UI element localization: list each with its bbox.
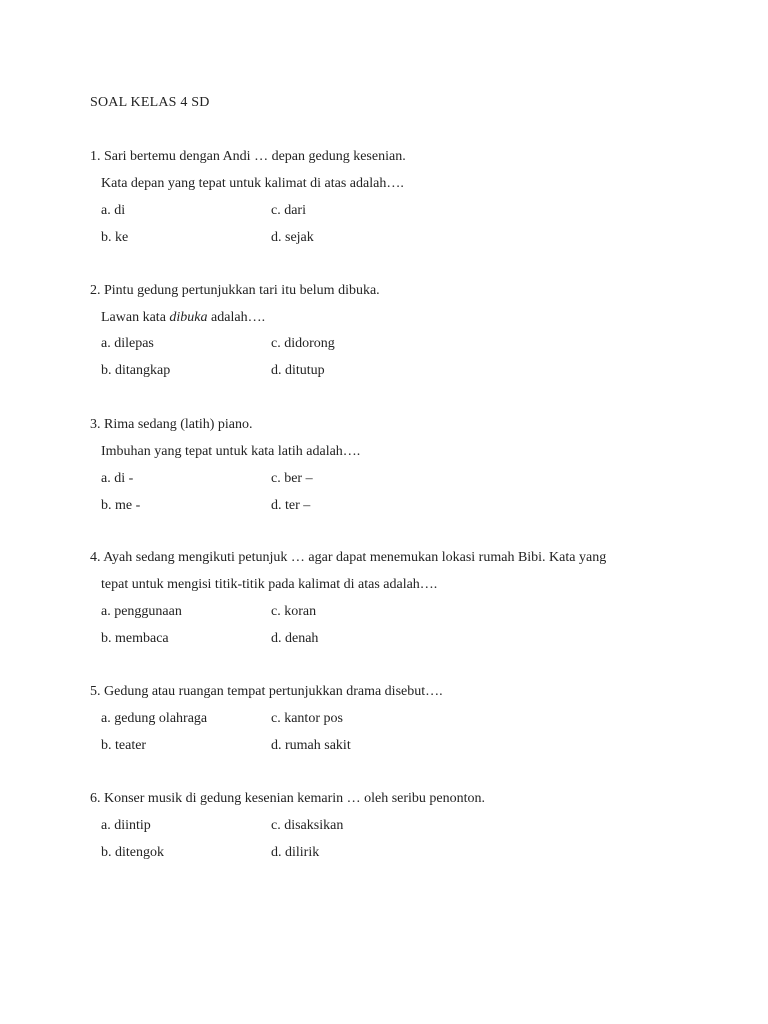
question-1-stem: 1. Sari bertemu dengan Andi … depan gedung kesenian. bbox=[90, 149, 406, 164]
question-4-option-a: a. penggunaan bbox=[101, 604, 182, 619]
question-4-option-c: c. koran bbox=[271, 604, 317, 619]
question-5-stem: 5. Gedung atau ruangan tempat pertunjukkan drama disebut…. bbox=[90, 684, 443, 699]
question-2-prompt-italic-word: dibuka bbox=[169, 310, 208, 325]
question-3-stem: 3. Rima sedang (latih) piano. bbox=[90, 417, 253, 432]
page-title: SOAL KELAS 4 SD bbox=[90, 95, 210, 110]
question-1-prompt: Kata depan yang tepat untuk kalimat di atas adalah…. bbox=[101, 176, 404, 191]
question-1-option-b: b. ke bbox=[101, 230, 129, 245]
question-2-option-d: d. ditutup bbox=[271, 363, 325, 378]
question-6-option-d: d. dilirik bbox=[271, 845, 320, 860]
question-4-stem: 4. Ayah sedang mengikuti petunjuk … agar dapat menemukan lokasi rumah Bibi. Kata yang bbox=[90, 550, 607, 565]
question-4-option-b: b. membaca bbox=[101, 631, 169, 646]
question-3-option-c: c. ber – bbox=[271, 471, 313, 486]
question-3-option-a: a. di - bbox=[101, 471, 134, 486]
question-5-option-d: d. rumah sakit bbox=[271, 738, 351, 753]
question-6-option-b: b. ditengok bbox=[101, 845, 164, 860]
question-5-option-b: b. teater bbox=[101, 738, 147, 753]
question-1-option-c: c. dari bbox=[271, 203, 306, 218]
question-2-prompt bbox=[101, 309, 265, 327]
question-3-option-b: b. me - bbox=[101, 498, 141, 513]
question-2-prompt-after: adalah…. bbox=[207, 310, 266, 325]
question-4-prompt: tepat untuk mengisi titik-titik pada kalimat di atas adalah…. bbox=[101, 577, 438, 592]
question-3-prompt: Imbuhan yang tepat untuk kata latih adalah…. bbox=[101, 444, 361, 459]
question-3-option-d: d. ter – bbox=[271, 498, 311, 513]
question-2-option-c: c. didorong bbox=[271, 336, 335, 351]
question-2-stem: 2. Pintu gedung pertunjukkan tari itu belum dibuka. bbox=[90, 283, 380, 298]
question-2-prompt-before: Lawan kata bbox=[101, 310, 170, 325]
question-1-option-d: d. sejak bbox=[271, 230, 314, 245]
question-5-option-c: c. kantor pos bbox=[271, 711, 343, 726]
question-5-option-a: a. gedung olahraga bbox=[101, 711, 208, 726]
question-2-option-a: a. dilepas bbox=[101, 336, 154, 351]
question-6-stem: 6. Konser musik di gedung kesenian kemarin … oleh seribu penonton. bbox=[90, 791, 486, 806]
question-2-option-b: b. ditangkap bbox=[101, 363, 171, 378]
question-1-option-a: a. di bbox=[101, 203, 126, 218]
question-6-option-a: a. diintip bbox=[101, 818, 151, 833]
question-6-option-c: c. disaksikan bbox=[271, 818, 344, 833]
question-4-option-d: d. denah bbox=[271, 631, 319, 646]
